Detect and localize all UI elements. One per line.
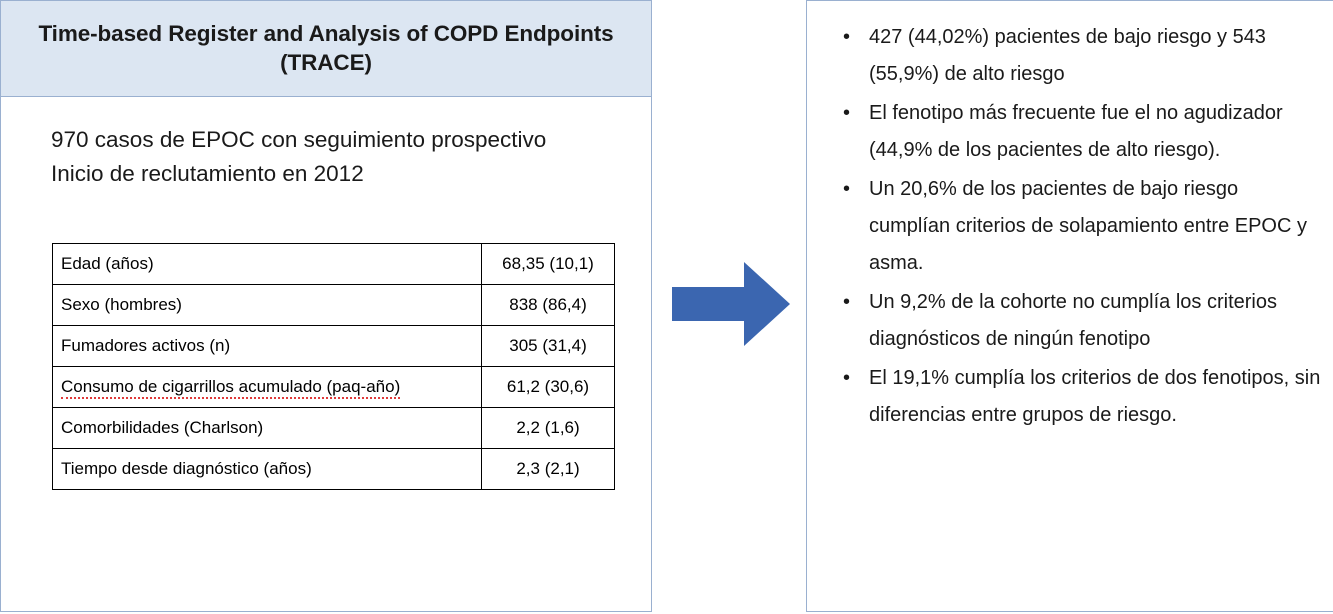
row-label: Edad (años) xyxy=(53,243,482,284)
row-label: Fumadores activos (n) xyxy=(53,325,482,366)
bullet-icon: • xyxy=(843,367,851,389)
row-value: 2,3 (2,1) xyxy=(482,448,615,489)
row-label: Tiempo desde diagnóstico (años) xyxy=(53,448,482,489)
right-panel xyxy=(806,0,1333,612)
study-intro xyxy=(1,123,651,191)
row-label: Sexo (hombres) xyxy=(53,284,482,325)
table-row xyxy=(53,407,615,448)
list-item xyxy=(831,19,1323,93)
left-title-bar xyxy=(1,1,651,97)
baseline-table-wrap xyxy=(1,243,651,490)
list-item-text: Un 9,2% de la cohorte no cumplía los criterios diagnósticos de ningún fenotipo xyxy=(869,291,1277,350)
row-value: 305 (31,4) xyxy=(482,325,615,366)
left-panel xyxy=(0,0,652,612)
list-item xyxy=(831,171,1323,282)
row-label xyxy=(53,366,482,407)
list-item-text: 427 (44,02%) pacientes de bajo riesgo y 543 (55,9%) de alto riesgo xyxy=(869,26,1266,85)
row-value: 68,35 (10,1) xyxy=(482,243,615,284)
list-item-text: El fenotipo más frecuente fue el no agudizador (44,9% de los pacientes de alto riesgo). xyxy=(869,102,1283,161)
list-item xyxy=(831,360,1323,434)
table-row xyxy=(53,284,615,325)
left-body xyxy=(1,97,651,490)
right-arrow-icon xyxy=(672,262,790,346)
table-row xyxy=(53,325,615,366)
list-item xyxy=(831,284,1323,358)
table-row xyxy=(53,243,615,284)
row-value: 61,2 (30,6) xyxy=(482,366,615,407)
bullet-icon: • xyxy=(843,26,851,48)
bullet-icon: • xyxy=(843,291,851,313)
results-bullet-list xyxy=(831,19,1323,434)
study-title: Time-based Register and Analysis of COPD Endpoints (TRACE) xyxy=(38,20,614,75)
table-row xyxy=(53,448,615,489)
bullet-icon: • xyxy=(843,102,851,124)
table-row xyxy=(53,366,615,407)
baseline-characteristics-table xyxy=(52,243,615,490)
row-label: Comorbilidades (Charlson) xyxy=(53,407,482,448)
bullet-icon: • xyxy=(843,178,851,200)
row-label-text: Consumo de cigarrillos acumulado (paq-año) xyxy=(61,377,400,399)
row-value: 2,2 (1,6) xyxy=(482,407,615,448)
intro-line-1: 970 casos de EPOC con seguimiento prospectivo xyxy=(51,127,547,152)
list-item-text: Un 20,6% de los pacientes de bajo riesgo cumplían criterios de solapamiento entre EPOC y asma. xyxy=(869,178,1307,274)
list-item-text: El 19,1% cumplía los criterios de dos fenotipos, sin diferencias entre grupos de riesgo. xyxy=(869,367,1321,426)
list-item xyxy=(831,95,1323,169)
intro-line-2: Inicio de reclutamiento en 2012 xyxy=(51,160,364,186)
row-value: 838 (86,4) xyxy=(482,284,615,325)
